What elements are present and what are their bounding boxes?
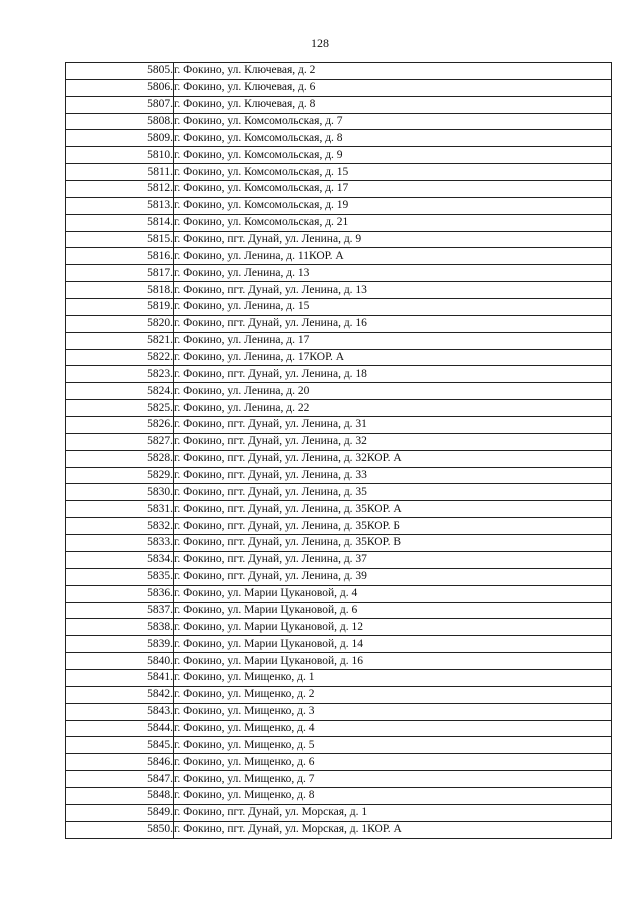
row-number: 5849. — [66, 804, 174, 821]
row-number: 5850. — [66, 821, 174, 838]
table-row — [66, 450, 612, 467]
row-number: 5827. — [66, 433, 174, 450]
table-row — [66, 703, 612, 720]
row-address: г. Фокино, ул. Мищенко, д. 8 — [174, 787, 612, 804]
row-number: 5816. — [66, 248, 174, 265]
row-address: г. Фокино, ул. Ленина, д. 22 — [174, 400, 612, 417]
row-address: г. Фокино, пгт. Дунай, ул. Ленина, д. 35КОР. А — [174, 501, 612, 518]
table-row — [66, 231, 612, 248]
row-number: 5842. — [66, 686, 174, 703]
table-row — [66, 821, 612, 838]
row-address: г. Фокино, пгт. Дунай, ул. Ленина, д. 35КОР. Б — [174, 518, 612, 535]
table-row — [66, 214, 612, 231]
row-address: г. Фокино, ул. Ключевая, д. 6 — [174, 79, 612, 96]
row-number: 5829. — [66, 467, 174, 484]
table-row — [66, 383, 612, 400]
table-row — [66, 366, 612, 383]
row-address: г. Фокино, ул. Ленина, д. 11КОР. А — [174, 248, 612, 265]
row-number: 5823. — [66, 366, 174, 383]
table-row — [66, 804, 612, 821]
row-address: г. Фокино, ул. Ключевая, д. 2 — [174, 63, 612, 80]
row-number: 5844. — [66, 720, 174, 737]
table-row — [66, 349, 612, 366]
row-address: г. Фокино, ул. Комсомольская, д. 15 — [174, 164, 612, 181]
table-row — [66, 96, 612, 113]
row-number: 5833. — [66, 535, 174, 552]
row-address: г. Фокино, пгт. Дунай, ул. Ленина, д. 31 — [174, 417, 612, 434]
row-number: 5821. — [66, 332, 174, 349]
row-address: г. Фокино, ул. Мищенко, д. 3 — [174, 703, 612, 720]
table-row — [66, 619, 612, 636]
row-address: г. Фокино, ул. Комсомольская, д. 19 — [174, 197, 612, 214]
row-address: г. Фокино, ул. Ключевая, д. 8 — [174, 96, 612, 113]
row-number: 5848. — [66, 787, 174, 804]
table-row — [66, 737, 612, 754]
table-row — [66, 501, 612, 518]
row-number: 5817. — [66, 265, 174, 282]
address-table-body — [66, 63, 612, 839]
row-address: г. Фокино, ул. Мищенко, д. 7 — [174, 771, 612, 788]
row-address: г. Фокино, ул. Комсомольская, д. 9 — [174, 147, 612, 164]
row-number: 5828. — [66, 450, 174, 467]
table-row — [66, 636, 612, 653]
table-row — [66, 197, 612, 214]
row-address: г. Фокино, пгт. Дунай, ул. Ленина, д. 35 — [174, 484, 612, 501]
row-address: г. Фокино, ул. Мищенко, д. 1 — [174, 669, 612, 686]
row-address: г. Фокино, пгт. Дунай, ул. Ленина, д. 35КОР. В — [174, 535, 612, 552]
table-row — [66, 720, 612, 737]
table-row — [66, 130, 612, 147]
table-row — [66, 181, 612, 198]
row-address: г. Фокино, пгт. Дунай, ул. Морская, д. 1КОР. А — [174, 821, 612, 838]
row-address: г. Фокино, пгт. Дунай, ул. Ленина, д. 32 — [174, 433, 612, 450]
table-row — [66, 518, 612, 535]
row-address: г. Фокино, ул. Марии Цукановой, д. 14 — [174, 636, 612, 653]
table-row — [66, 63, 612, 80]
row-number: 5824. — [66, 383, 174, 400]
row-number: 5832. — [66, 518, 174, 535]
table-row — [66, 754, 612, 771]
row-number: 5846. — [66, 754, 174, 771]
row-address: г. Фокино, пгт. Дунай, ул. Ленина, д. 9 — [174, 231, 612, 248]
row-number: 5815. — [66, 231, 174, 248]
table-row — [66, 484, 612, 501]
row-number: 5818. — [66, 282, 174, 299]
table-row — [66, 164, 612, 181]
row-number: 5830. — [66, 484, 174, 501]
row-number: 5820. — [66, 315, 174, 332]
row-address: г. Фокино, ул. Комсомольская, д. 7 — [174, 113, 612, 130]
table-row — [66, 299, 612, 316]
table-row — [66, 265, 612, 282]
row-address: г. Фокино, ул. Комсомольская, д. 21 — [174, 214, 612, 231]
address-table — [65, 62, 612, 839]
table-row — [66, 535, 612, 552]
table-row — [66, 568, 612, 585]
row-address: г. Фокино, пгт. Дунай, ул. Морская, д. 1 — [174, 804, 612, 821]
table-row — [66, 282, 612, 299]
row-number: 5806. — [66, 79, 174, 96]
row-number: 5841. — [66, 669, 174, 686]
row-address: г. Фокино, ул. Ленина, д. 17КОР. А — [174, 349, 612, 366]
table-row — [66, 787, 612, 804]
row-number: 5810. — [66, 147, 174, 164]
table-row — [66, 602, 612, 619]
table-row — [66, 551, 612, 568]
table-row — [66, 686, 612, 703]
table-row — [66, 771, 612, 788]
row-address: г. Фокино, ул. Марии Цукановой, д. 4 — [174, 585, 612, 602]
row-address: г. Фокино, пгт. Дунай, ул. Ленина, д. 32КОР. А — [174, 450, 612, 467]
table-row — [66, 332, 612, 349]
table-row — [66, 585, 612, 602]
table-row — [66, 417, 612, 434]
row-address: г. Фокино, ул. Марии Цукановой, д. 12 — [174, 619, 612, 636]
table-row — [66, 248, 612, 265]
row-number: 5839. — [66, 636, 174, 653]
row-number: 5831. — [66, 501, 174, 518]
row-number: 5809. — [66, 130, 174, 147]
row-number: 5837. — [66, 602, 174, 619]
row-number: 5843. — [66, 703, 174, 720]
row-number: 5836. — [66, 585, 174, 602]
table-row — [66, 113, 612, 130]
row-number: 5847. — [66, 771, 174, 788]
row-address: г. Фокино, ул. Ленина, д. 15 — [174, 299, 612, 316]
row-address: г. Фокино, ул. Мищенко, д. 5 — [174, 737, 612, 754]
row-address: г. Фокино, пгт. Дунай, ул. Ленина, д. 39 — [174, 568, 612, 585]
row-address: г. Фокино, пгт. Дунай, ул. Ленина, д. 16 — [174, 315, 612, 332]
row-number: 5819. — [66, 299, 174, 316]
row-address: г. Фокино, пгт. Дунай, ул. Ленина, д. 13 — [174, 282, 612, 299]
table-row — [66, 433, 612, 450]
row-address: г. Фокино, ул. Ленина, д. 17 — [174, 332, 612, 349]
table-row — [66, 147, 612, 164]
table-row — [66, 315, 612, 332]
row-address: г. Фокино, ул. Мищенко, д. 2 — [174, 686, 612, 703]
row-address: г. Фокино, ул. Мищенко, д. 6 — [174, 754, 612, 771]
row-address: г. Фокино, пгт. Дунай, ул. Ленина, д. 33 — [174, 467, 612, 484]
row-number: 5838. — [66, 619, 174, 636]
row-number: 5812. — [66, 181, 174, 198]
row-number: 5826. — [66, 417, 174, 434]
row-address: г. Фокино, ул. Ленина, д. 20 — [174, 383, 612, 400]
row-number: 5811. — [66, 164, 174, 181]
row-number: 5805. — [66, 63, 174, 80]
row-address: г. Фокино, пгт. Дунай, ул. Ленина, д. 18 — [174, 366, 612, 383]
row-number: 5807. — [66, 96, 174, 113]
row-number: 5835. — [66, 568, 174, 585]
row-number: 5845. — [66, 737, 174, 754]
row-number: 5813. — [66, 197, 174, 214]
row-address: г. Фокино, ул. Марии Цукановой, д. 16 — [174, 653, 612, 670]
row-number: 5822. — [66, 349, 174, 366]
page-number: 128 — [311, 36, 329, 50]
row-address: г. Фокино, ул. Мищенко, д. 4 — [174, 720, 612, 737]
table-row — [66, 467, 612, 484]
row-number: 5834. — [66, 551, 174, 568]
row-number: 5808. — [66, 113, 174, 130]
row-address: г. Фокино, ул. Комсомольская, д. 17 — [174, 181, 612, 198]
row-address: г. Фокино, ул. Марии Цукановой, д. 6 — [174, 602, 612, 619]
row-address: г. Фокино, пгт. Дунай, ул. Ленина, д. 37 — [174, 551, 612, 568]
row-address: г. Фокино, ул. Ленина, д. 13 — [174, 265, 612, 282]
table-row — [66, 400, 612, 417]
row-number: 5814. — [66, 214, 174, 231]
row-address: г. Фокино, ул. Комсомольская, д. 8 — [174, 130, 612, 147]
table-row — [66, 653, 612, 670]
row-number: 5840. — [66, 653, 174, 670]
table-row — [66, 79, 612, 96]
table-row — [66, 669, 612, 686]
row-number: 5825. — [66, 400, 174, 417]
